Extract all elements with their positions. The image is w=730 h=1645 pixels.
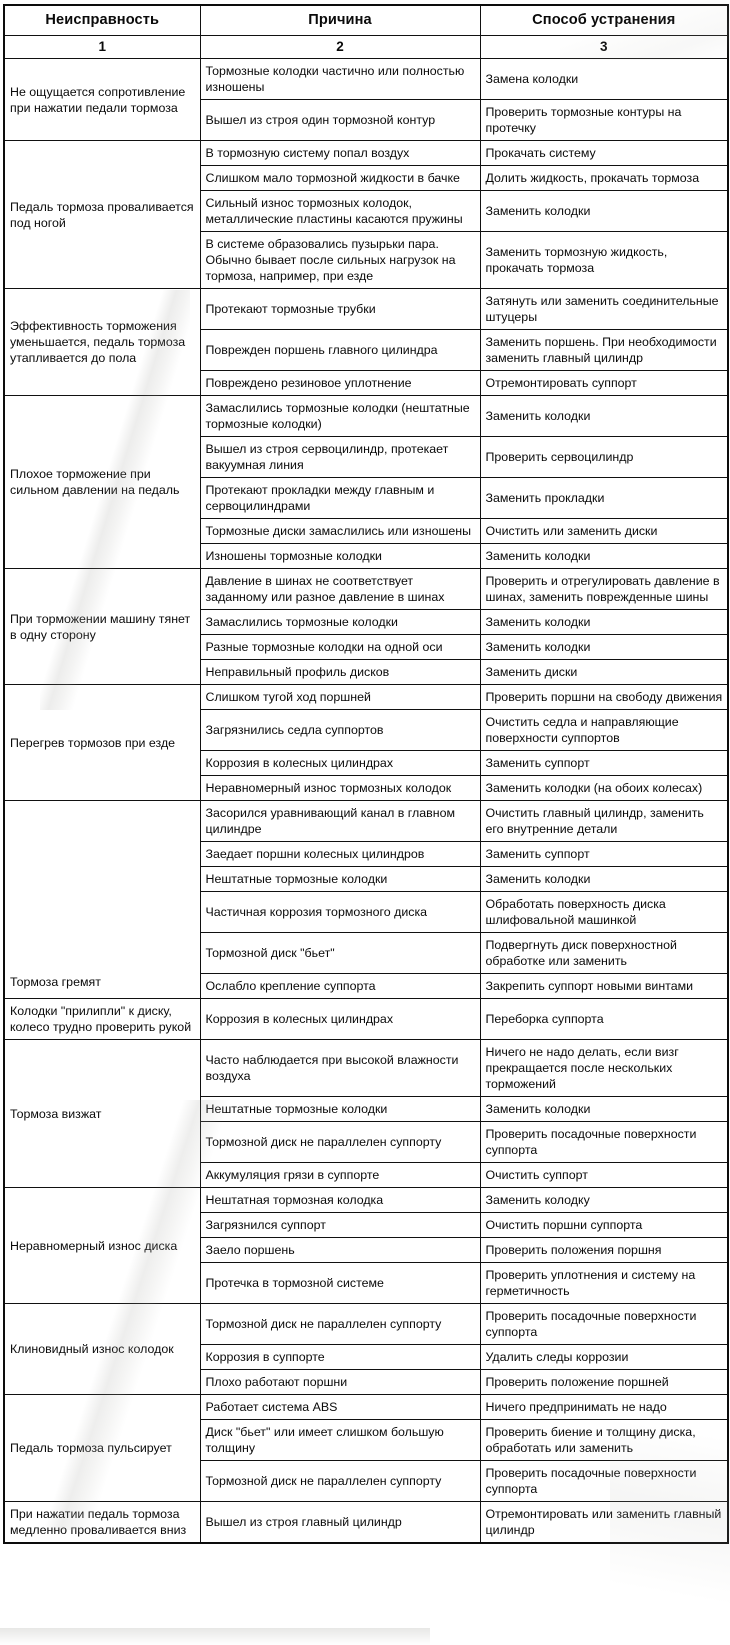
cause-cell: Плохо работают поршни (200, 1370, 480, 1395)
cause-cell: Коррозия в колесных цилиндрах (200, 751, 480, 776)
remedy-cell: Долить жидкость, прокачать тормоза (480, 166, 728, 191)
remedy-cell: Проверить посадочные поверхности суппорта (480, 1122, 728, 1163)
remedy-cell: Проверить положение поршней (480, 1370, 728, 1395)
fault-cell: Не ощущается сопротивление при нажатии педали тормоза (4, 59, 200, 141)
cause-cell: Протекают прокладки между главным и сервоцилиндрами (200, 478, 480, 519)
cause-cell: Заело поршень (200, 1238, 480, 1263)
column-number-one: 1 (4, 36, 200, 59)
table-header (4, 5, 728, 59)
column-number-row (4, 36, 728, 59)
remedy-cell: Проверить тормозные контуры на протечку (480, 100, 728, 141)
remedy-cell: Заменить колодки (480, 396, 728, 437)
cause-cell: Замаслились тормозные колодки (200, 610, 480, 635)
remedy-cell: Ничего предпринимать не надо (480, 1395, 728, 1420)
remedy-cell: Очистить поршни суппорта (480, 1213, 728, 1238)
remedy-cell: Отремонтировать суппорт (480, 371, 728, 396)
remedy-cell: Отремонтировать или заменить главный цилиндр (480, 1502, 728, 1544)
cause-cell: В системе образовались пузырьки пара. Обычно бывает после сильных нагрузок на тормоза, например, при езде (200, 232, 480, 289)
cause-cell: В тормозную систему попал воздух (200, 141, 480, 166)
cause-cell: Протечка в тормозной системе (200, 1263, 480, 1304)
remedy-cell: Удалить следы коррозии (480, 1345, 728, 1370)
remedy-cell: Прокачать систему (480, 141, 728, 166)
table-row (4, 569, 728, 610)
cause-cell: Протекают тормозные трубки (200, 289, 480, 330)
cause-cell: Коррозия в колесных цилиндрах (200, 999, 480, 1040)
remedy-cell: Заменить суппорт (480, 751, 728, 776)
remedy-cell: Переборка суппорта (480, 999, 728, 1040)
cause-cell: Тормозной диск не параллелен суппорту (200, 1122, 480, 1163)
remedy-cell: Заменить колодку (480, 1188, 728, 1213)
fault-cell: При торможении машину тянет в одну сторону (4, 569, 200, 685)
cause-cell: Замаслились тормозные колодки (нештатные тормозные колодки) (200, 396, 480, 437)
table-row (4, 999, 728, 1040)
remedy-cell: Заменить колодки (480, 191, 728, 232)
column-number-two: 2 (200, 36, 480, 59)
cause-cell: Разные тормозные колодки на одной оси (200, 635, 480, 660)
cause-cell: Тормозной диск не параллелен суппорту (200, 1304, 480, 1345)
table-row (4, 59, 728, 100)
cause-cell: Вышел из строя один тормозной контур (200, 100, 480, 141)
cause-cell: Загрязнились седла суппортов (200, 710, 480, 751)
table-row (4, 801, 728, 842)
remedy-cell: Заменить колодки (480, 867, 728, 892)
fault-cell: Тормоза визжат (4, 1040, 200, 1188)
cause-cell: Изношены тормозные колодки (200, 544, 480, 569)
cause-cell: Заедает поршни колесных цилиндров (200, 842, 480, 867)
remedy-cell: Замена колодки (480, 59, 728, 100)
cause-cell: Диск "бьет" или имеет слишком большую толщину (200, 1420, 480, 1461)
cause-cell: Слишком тугой ход поршней (200, 685, 480, 710)
remedy-cell: Проверить биение и толщину диска, обработать или заменить (480, 1420, 728, 1461)
fault-cell: Тормоза гремят (4, 801, 200, 999)
fault-cell: Клиновидный износ колодок (4, 1304, 200, 1395)
cause-cell: Вышел из строя сервоцилиндр, протекает вакуумная линия (200, 437, 480, 478)
fault-cell: Плохое торможение при сильном давлении на педаль (4, 396, 200, 569)
cause-cell: Повреждено резиновое уплотнение (200, 371, 480, 396)
table-row (4, 1040, 728, 1097)
cause-cell: Неравномерный износ тормозных колодок (200, 776, 480, 801)
remedy-cell: Проверить посадочные поверхности суппорта (480, 1461, 728, 1502)
remedy-cell: Заменить прокладки (480, 478, 728, 519)
fault-cell: Неравномерный износ диска (4, 1188, 200, 1304)
remedy-cell: Заменить поршень. При необходимости заменить главный цилиндр (480, 330, 728, 371)
remedy-cell: Подвергнуть диск поверхностной обработке или заменить (480, 933, 728, 974)
fault-cell: Педаль тормоза пульсирует (4, 1395, 200, 1502)
cause-cell: Тормозные диски замаслились или изношены (200, 519, 480, 544)
fault-cell: Перегрев тормозов при езде (4, 685, 200, 801)
remedy-cell: Проверить и отрегулировать давление в шинах, заменить поврежденные шины (480, 569, 728, 610)
cause-cell: Загрязнился суппорт (200, 1213, 480, 1238)
remedy-cell: Проверить сервоцилиндр (480, 437, 728, 478)
table-row (4, 1188, 728, 1213)
remedy-cell: Проверить поршни на свободу движения (480, 685, 728, 710)
remedy-cell: Ничего не надо делать, если визг прекращается после нескольких торможений (480, 1040, 728, 1097)
remedy-cell: Закрепить суппорт новыми винтами (480, 974, 728, 999)
fault-cell: Эффективность торможения уменьшается, педаль тормоза утапливается до пола (4, 289, 200, 396)
fault-cell: Педаль тормоза проваливается под ногой (4, 141, 200, 289)
remedy-cell: Заменить колодки (480, 610, 728, 635)
cause-cell: Давление в шинах не соответствует заданному или разное давление в шинах (200, 569, 480, 610)
column-header-fault: Неисправность (4, 5, 200, 36)
cause-cell: Сильный износ тормозных колодок, металлические пластины касаются пружины (200, 191, 480, 232)
remedy-cell: Проверить посадочные поверхности суппорта (480, 1304, 728, 1345)
cause-cell: Засорился уравнивающий канал в главном цилиндре (200, 801, 480, 842)
remedy-cell: Заменить колодки (480, 544, 728, 569)
remedy-cell: Очистить суппорт (480, 1163, 728, 1188)
cause-cell: Часто наблюдается при высокой влажности воздуха (200, 1040, 480, 1097)
fault-troubleshooting-table (3, 4, 729, 1544)
remedy-cell: Проверить уплотнения и систему на герметичность (480, 1263, 728, 1304)
table-row (4, 1502, 728, 1544)
table-row (4, 396, 728, 437)
remedy-cell: Очистить или заменить диски (480, 519, 728, 544)
cause-cell: Поврежден поршень главного цилиндра (200, 330, 480, 371)
fault-cell: Колодки "прилипли" к диску, колесо трудно проверить рукой (4, 999, 200, 1040)
column-number-three: 3 (480, 36, 728, 59)
cause-cell: Нештатные тормозные колодки (200, 1097, 480, 1122)
table-row (4, 685, 728, 710)
remedy-cell: Очистить главный цилиндр, заменить его внутренние детали (480, 801, 728, 842)
cause-cell: Частичная коррозия тормозного диска (200, 892, 480, 933)
cause-cell: Вышел из строя главный цилиндр (200, 1502, 480, 1544)
remedy-cell: Проверить положения поршня (480, 1238, 728, 1263)
remedy-cell: Очистить седла и направляющие поверхности суппортов (480, 710, 728, 751)
remedy-cell: Заменить диски (480, 660, 728, 685)
table-header-row (4, 5, 728, 36)
cause-cell: Неправильный профиль дисков (200, 660, 480, 685)
cause-cell: Коррозия в суппорте (200, 1345, 480, 1370)
cause-cell: Работает система ABS (200, 1395, 480, 1420)
remedy-cell: Затянуть или заменить соединительные штуцеры (480, 289, 728, 330)
column-header-remedy: Способ устранения (480, 5, 728, 36)
column-header-cause: Причина (200, 5, 480, 36)
cause-cell: Тормозной диск "бьет" (200, 933, 480, 974)
table-body (4, 59, 728, 1544)
scan-smudge-bottom-edge (0, 1628, 430, 1645)
table-row (4, 1395, 728, 1420)
remedy-cell: Обработать поверхность диска шлифовальной машинкой (480, 892, 728, 933)
remedy-cell: Заменить колодки (на обоих колесах) (480, 776, 728, 801)
cause-cell: Ослабло крепление суппорта (200, 974, 480, 999)
cause-cell: Тормозной диск не параллелен суппорту (200, 1461, 480, 1502)
cause-cell: Нештатная тормозная колодка (200, 1188, 480, 1213)
cause-cell: Нештатные тормозные колодки (200, 867, 480, 892)
cause-cell: Слишком мало тормозной жидкости в бачке (200, 166, 480, 191)
remedy-cell: Заменить суппорт (480, 842, 728, 867)
remedy-cell: Заменить колодки (480, 635, 728, 660)
table-row (4, 1304, 728, 1345)
cause-cell: Аккумуляция грязи в суппорте (200, 1163, 480, 1188)
table-row (4, 289, 728, 330)
remedy-cell: Заменить колодки (480, 1097, 728, 1122)
table-row (4, 141, 728, 166)
remedy-cell: Заменить тормозную жидкость, прокачать тормоза (480, 232, 728, 289)
cause-cell: Тормозные колодки частично или полностью изношены (200, 59, 480, 100)
fault-cell: При нажатии педаль тормоза медленно проваливается вниз (4, 1502, 200, 1544)
